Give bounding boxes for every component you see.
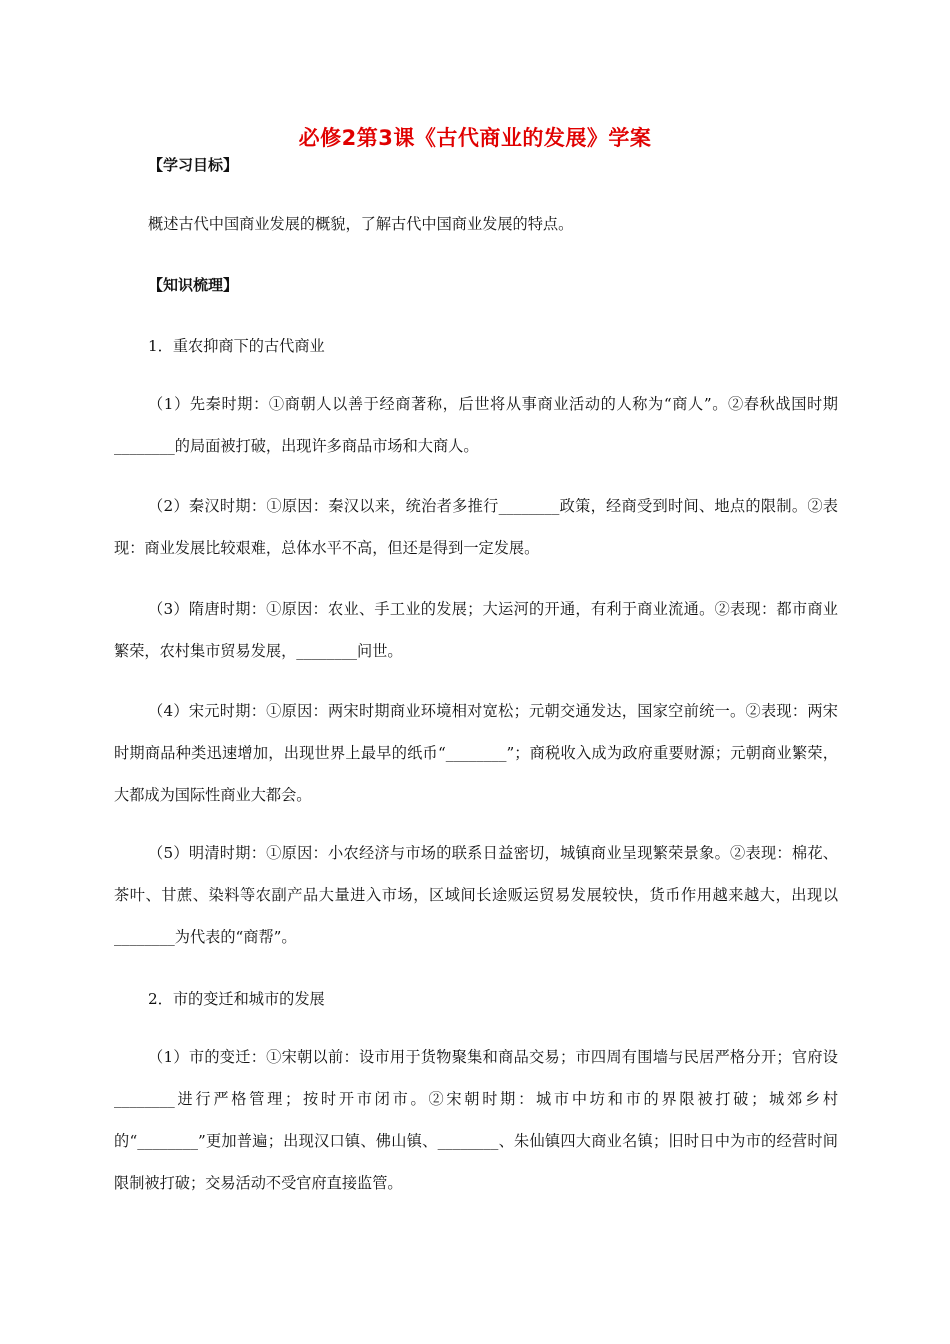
section1-paragraph-4: （4）宋元时期：①原因：两宋时期商业环境相对宽松；元朝交通发达，国家空前统一。②表现：两宋时期商品种类迅速增加，出现世界上最早的纸币“________”；商税收入成为政府重要财源；元朝商业繁荣，大都成为国际性商业大都会。: [114, 702, 838, 804]
heading-knowledge: 【知识梳理】: [148, 276, 239, 294]
section2-title: 2．市的变迁和城市的发展: [148, 990, 325, 1008]
heading-objectives: 【学习目标】: [148, 156, 239, 174]
objectives-paragraph: 概述古代中国商业发展的概貌，了解古代中国商业发展的特点。: [148, 215, 574, 233]
section2-paragraph-1: （1）市的变迁：①宋朝以前：设市用于货物聚集和商品交易；市四周有围墙与民居严格分开；官府设________进行严格管理；按时开市闭市。②宋朝时期：城市中坊和市的界限被打破；城郊乡村的“________”更加普遍；出现汉口镇、佛山镇、________、朱仙镇四大商业名镇；旧时日中为市的经营时间限制被打破；交易活动不受官府直接监管。: [114, 1048, 838, 1192]
section1-paragraph-3: （3）隋唐时期：①原因：农业、手工业的发展；大运河的开通，有利于商业流通。②表现：都市商业繁荣，农村集市贸易发展，________问世。: [114, 600, 838, 660]
page-title: 必修2第3课《古代商业的发展》学案: [298, 126, 652, 150]
section1-paragraph-1: （1）先秦时期：①商朝人以善于经商著称，后世将从事商业活动的人称为“商人”。②春秋战国时期________的局面被打破，出现许多商品市场和大商人。: [114, 395, 838, 455]
section1-paragraph-5: （5）明清时期：①原因：小农经济与市场的联系日益密切，城镇商业呈现繁荣景象。②表现：棉花、茶叶、甘蔗、染料等农副产品大量进入市场，区域间长途贩运贸易发展较快，货币作用越来越大，出现以________为代表的“商帮”。: [114, 844, 838, 946]
section1-title: 1．重农抑商下的古代商业: [148, 337, 325, 355]
section1-paragraph-2: （2）秦汉时期：①原因：秦汉以来，统治者多推行________政策，经商受到时间、地点的限制。②表现：商业发展比较艰难，总体水平不高，但还是得到一定发展。: [114, 497, 838, 557]
